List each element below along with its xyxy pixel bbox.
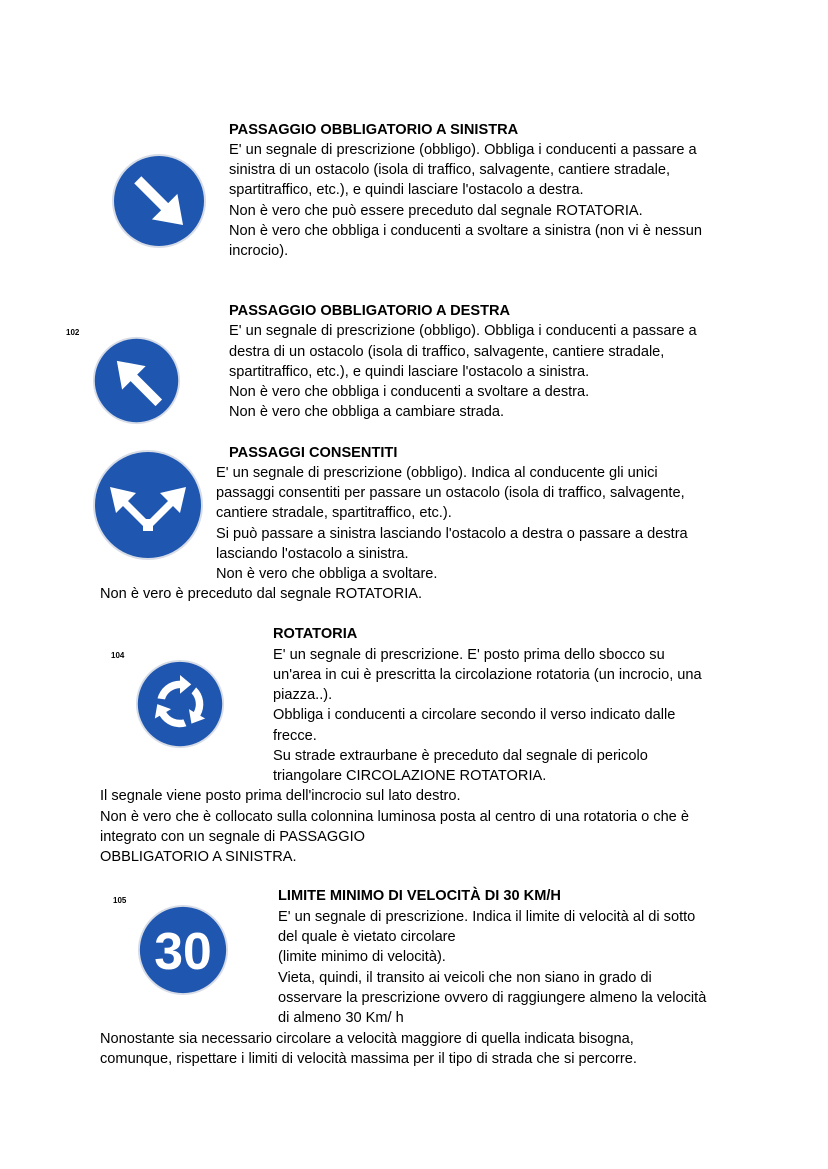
speed-30-icon [137,904,229,996]
text-line: comunque, rispettare i limiti di velocità massima per il tipo di strada che si percorre. [100,1051,637,1067]
sign-number: 105 [113,896,127,905]
text-line: Non è vero è preceduto dal segnale ROTATORIA. [100,586,423,602]
section-title: PASSAGGI CONSENTITI [229,445,398,461]
text-line: frecce. [273,728,317,744]
section-title: PASSAGGIO OBBLIGATORIO A SINISTRA [229,122,519,138]
text-line: Non è vero che obbliga i conducenti a svoltare a destra. [229,384,590,400]
arrow-down-right-icon [92,336,181,425]
text-line: Il segnale viene posto prima dell'incrocio sul lato destro. [100,788,461,804]
section-title: LIMITE MINIMO DI VELOCITÀ DI 30 KM/H [278,888,561,904]
sign-text: 30 [154,922,212,981]
text-line: Non è vero che può essere preceduto dal segnale ROTATORIA. [229,203,643,219]
text-line: spartitraffico, etc.), e quindi lasciare l'ostacolo a sinistra. [229,364,590,380]
text-line: E' un segnale di prescrizione (obbligo). Obbliga i conducenti a passare a [229,323,697,339]
text-line: Non è vero che obbliga a svoltare. [216,566,438,582]
text-line: Obbliga i conducenti a circolare secondo il verso indicato dalle [273,707,676,723]
text-line: un'area in cui è prescritta la circolazione rotatoria (un incrocio, una [273,667,702,683]
text-line: Non è vero che obbliga a cambiare strada. [229,404,505,420]
text-line: triangolare CIRCOLAZIONE ROTATORIA. [273,768,547,784]
text-line: OBBLIGATORIO A SINISTRA. [100,849,297,865]
text-line: cantiere stradale, spartitraffico, etc.). [216,505,452,521]
text-line: passaggi consentiti per passare un ostacolo (isola di traffico, salvagente, [216,485,685,501]
text-line: (limite minimo di velocità). [278,949,446,965]
section-title: PASSAGGIO OBBLIGATORIO A DESTRA [229,303,511,319]
roundabout-arrows-icon [135,659,225,749]
double-diagonal-arrows-icon [92,449,204,561]
arrow-down-left-icon [111,153,207,249]
text-line: Si può passare a sinistra lasciando l'ostacolo a destra o passare a destra [216,526,688,542]
text-line: di almeno 30 Km/ h [278,1010,404,1026]
text-line: destra di un ostacolo (isola di traffico, salvagente, cantiere stradale, [229,344,665,360]
text-line: piazza..). [273,687,333,703]
text-line: sinistra di un ostacolo (isola di traffico, salvagente, cantiere stradale, [229,162,671,178]
text-line: E' un segnale di prescrizione (obbligo). Indica al conducente gli unici [216,465,658,481]
text-line: Non è vero che obbliga i conducenti a svoltare a sinistra (non vi è nessun [229,223,702,239]
text-line: Nonostante sia necessario circolare a velocità maggiore di quella indicata bisogna, [100,1031,634,1047]
text-line: E' un segnale di prescrizione. E' posto prima dello sbocco su [273,647,665,663]
text-line: osservare la prescrizione ovvero di raggiungere almeno la velocità [278,990,707,1006]
text-line: Su strade extraurbane è preceduto dal segnale di pericolo [273,748,648,764]
text-line: E' un segnale di prescrizione. Indica il limite di velocità al di sotto [278,909,696,925]
section-title: ROTATORIA [273,626,358,642]
text-line: spartitraffico, etc.), e quindi lasciare l'ostacolo a destra. [229,182,584,198]
text-line: E' un segnale di prescrizione (obbligo). Obbliga i conducenti a passare a [229,142,697,158]
sign-number: 102 [66,328,80,337]
text-line: del quale è vietato circolare [278,929,456,945]
text-line: integrato con un segnale di PASSAGGIO [100,829,366,845]
sign-number: 104 [111,651,125,660]
text-line: incrocio). [229,243,289,259]
text-line: lasciando l'ostacolo a sinistra. [216,546,409,562]
text-line: Vieta, quindi, il transito ai veicoli che non siano in grado di [278,970,652,986]
text-line: Non è vero che è collocato sulla colonnina luminosa posta al centro di una rotatoria o che è [100,809,689,825]
